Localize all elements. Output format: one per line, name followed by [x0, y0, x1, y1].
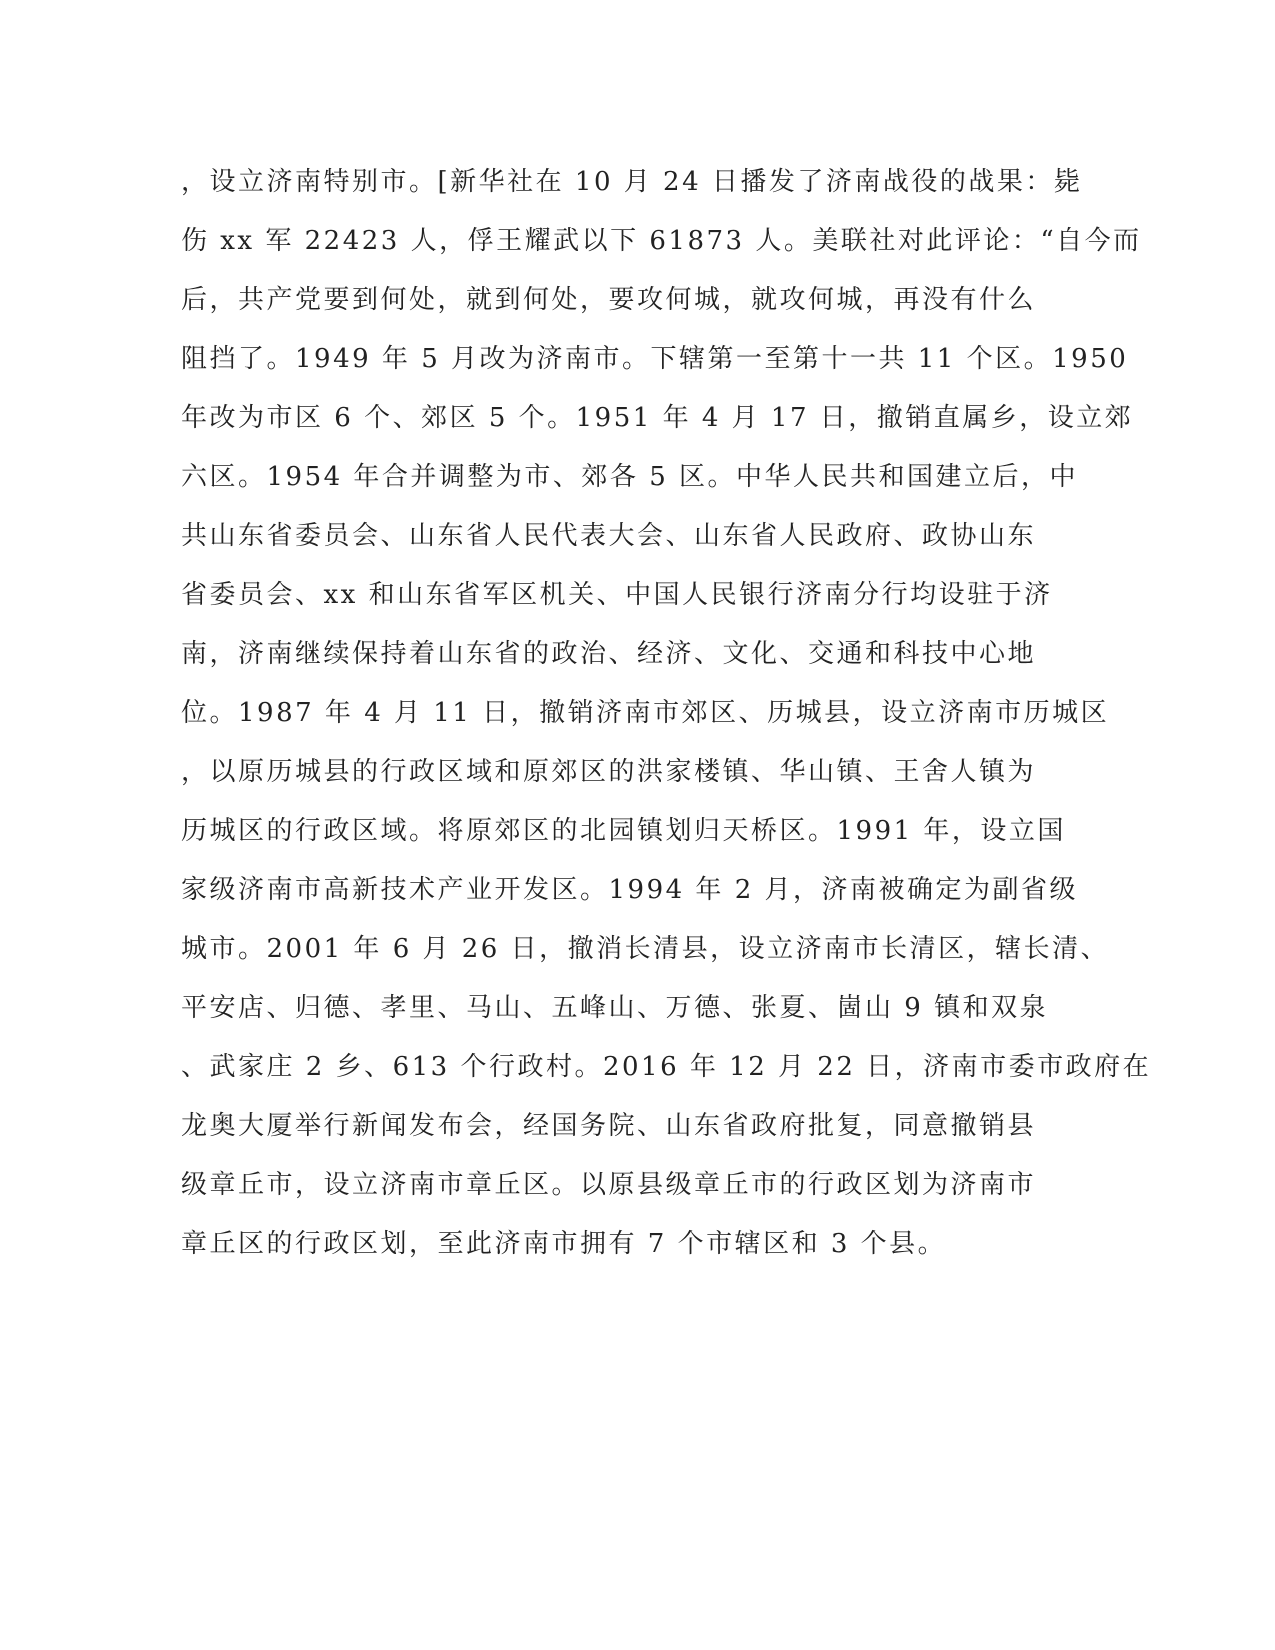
- text-line: 、武家庄 2 乡、613 个行政村。2016 年 12 月 22 日，济南市委市政府在: [181, 1052, 1152, 1082]
- text-line: 级章丘市，设立济南市章丘区。以原县级章丘市的行政区划为济南市: [181, 1170, 1037, 1200]
- body-paragraph: [181, 158, 1152, 1279]
- text-line: 位。1987 年 4 月 11 日，撤销济南市郊区、历城县，设立济南市历城区: [181, 698, 1110, 728]
- text-line: 伤 xx 军 22423 人，俘王耀武以下 61873 人。美联社对此评论：“自今而: [181, 226, 1142, 256]
- text-line: ，以原历城县的行政区域和原郊区的洪家楼镇、华山镇、王舍人镇为: [181, 757, 1037, 787]
- text-line: 历城区的行政区域。将原郊区的北园镇划归天桥区。1991 年，设立国: [181, 816, 1066, 846]
- text-line: 家级济南市高新技术产业开发区。1994 年 2 月，济南被确定为副省级: [181, 875, 1079, 905]
- text-line: 省委员会、xx 和山东省军区机关、中国人民银行济南分行均设驻于济: [181, 580, 1053, 610]
- text-line: 共山东省委员会、山东省人民代表大会、山东省人民政府、政协山东: [181, 521, 1037, 551]
- text-line: 六区。1954 年合并调整为市、郊各 5 区。中华人民共和国建立后，中: [181, 462, 1079, 492]
- text-line: 城市。2001 年 6 月 26 日，撤消长清县，设立济南市长清区，辖长清、: [181, 934, 1110, 964]
- text-line: 后，共产党要到何处，就到何处，要攻何城，就攻何城，再没有什么: [181, 285, 1037, 315]
- text-line: 龙奥大厦举行新闻发布会，经国务院、山东省政府批复，同意撤销县: [181, 1111, 1037, 1141]
- text-line: 章丘区的行政区划，至此济南市拥有 7 个市辖区和 3 个县。: [181, 1229, 947, 1259]
- text-line: 年改为市区 6 个、郊区 5 个。1951 年 4 月 17 日，撤销直属乡，设立郊: [181, 403, 1134, 433]
- text-line: 阻挡了。1949 年 5 月改为济南市。下辖第一至第十一共 11 个区。1950: [181, 344, 1129, 374]
- text-line: 平安店、归德、孝里、马山、五峰山、万德、张夏、崮山 9 镇和双泉: [181, 993, 1049, 1023]
- text-line: 南，济南继续保持着山东省的政治、经济、文化、交通和科技中心地: [181, 639, 1037, 669]
- text-line: ，设立济南特别市。[新华社在 10 月 24 日播发了济南战役的战果：毙: [181, 167, 1083, 197]
